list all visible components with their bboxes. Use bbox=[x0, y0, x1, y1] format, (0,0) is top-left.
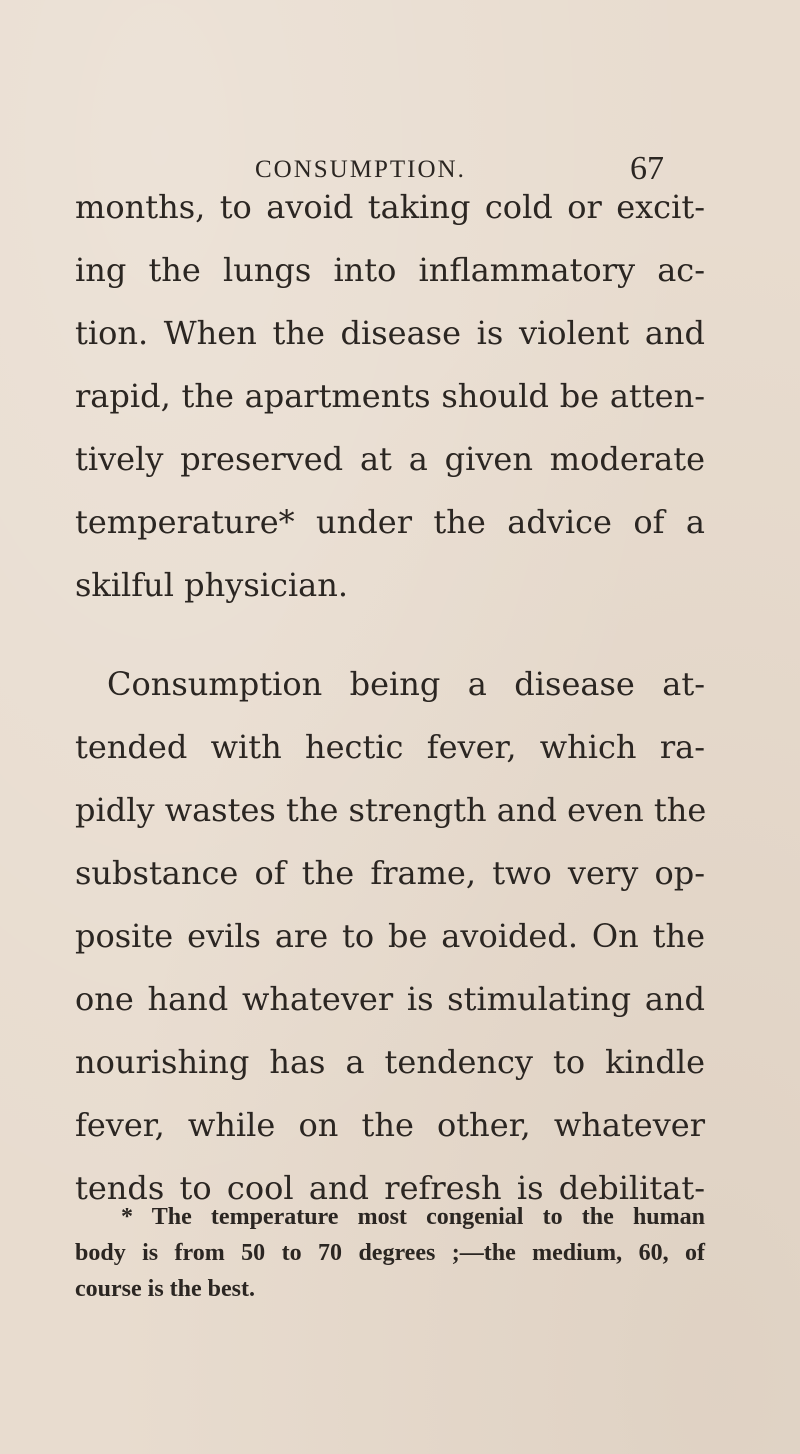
text-line: substance of the frame, two very op- bbox=[75, 854, 705, 892]
text-line: nourishing has a tendency to kindle bbox=[75, 1043, 705, 1081]
text-line: posite evils are to be avoided. On the bbox=[75, 917, 705, 955]
text-line: skilful physician. bbox=[75, 566, 348, 604]
text-line: one hand whatever is stimulating and bbox=[75, 980, 705, 1018]
footnote-line: body is from 50 to 70 degrees ;—the medium, 60, of bbox=[75, 1240, 705, 1266]
text-line: fever, while on the other, whatever bbox=[75, 1106, 705, 1144]
page-number: 67 bbox=[630, 150, 664, 187]
running-head: CONSUMPTION. bbox=[255, 156, 466, 183]
paragraph-2 bbox=[75, 653, 705, 1220]
footnote-line: * The temperature most congenial to the human bbox=[121, 1204, 705, 1230]
paragraph-1 bbox=[75, 176, 705, 617]
text-line: temperature* under the advice of a bbox=[75, 503, 705, 541]
text-line: tended with hectic fever, which ra- bbox=[75, 728, 705, 766]
text-line: tion. When the disease is violent and bbox=[75, 314, 705, 352]
text-line: tively preserved at a given moderate bbox=[75, 440, 705, 478]
footnote bbox=[75, 1199, 705, 1307]
text-line: Consumption being a disease at- bbox=[107, 665, 705, 703]
text-line: months, to avoid taking cold or excit- bbox=[75, 188, 705, 226]
footnote-line: course is the best. bbox=[75, 1276, 255, 1302]
text-line: ing the lungs into inflammatory ac- bbox=[75, 251, 705, 289]
text-line: rapid, the apartments should be atten- bbox=[75, 377, 705, 415]
text-line: pidly wastes the strength and even the bbox=[75, 791, 707, 829]
text-line: tends to cool and refresh is debilitat- bbox=[75, 1169, 705, 1207]
